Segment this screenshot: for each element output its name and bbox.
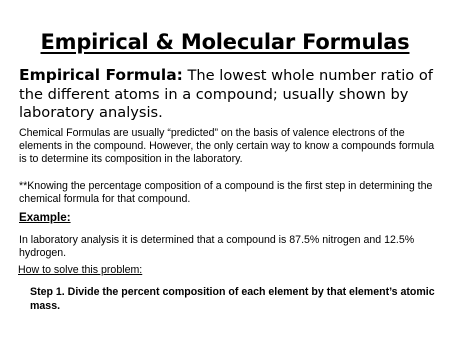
definition-term: Empirical Formula:	[19, 66, 183, 84]
empirical-formula-definition	[19, 66, 447, 123]
example-text: In laboratory analysis it is determined that a compound is 87.5% nitrogen and 12.5% hydrogen.	[19, 234, 415, 259]
how-to-solve-heading: How to solve this problem:	[18, 264, 143, 276]
paragraph-predicted-formulas: Chemical Formulas are usually “predicted” on the basis of valence electrons of the elements in the compound. However, the only certain way to know a compounds formula is to determine its composition in the laboratory.	[19, 127, 435, 165]
example-heading: Example:	[19, 211, 71, 224]
definition-text: The lowest whole number ratio of the different atoms in a compound; usually shown by laboratory analysis.	[19, 67, 433, 121]
slide-title: Empirical & Molecular Formulas	[40, 30, 410, 54]
paragraph-percentage-composition: **Knowing the percentage composition of a compound is the first step in determining the chemical formula for that compound.	[19, 180, 433, 205]
step-1-text: Step 1. Divide the percent composition of each element by that element’s atomic mass.	[30, 286, 435, 312]
